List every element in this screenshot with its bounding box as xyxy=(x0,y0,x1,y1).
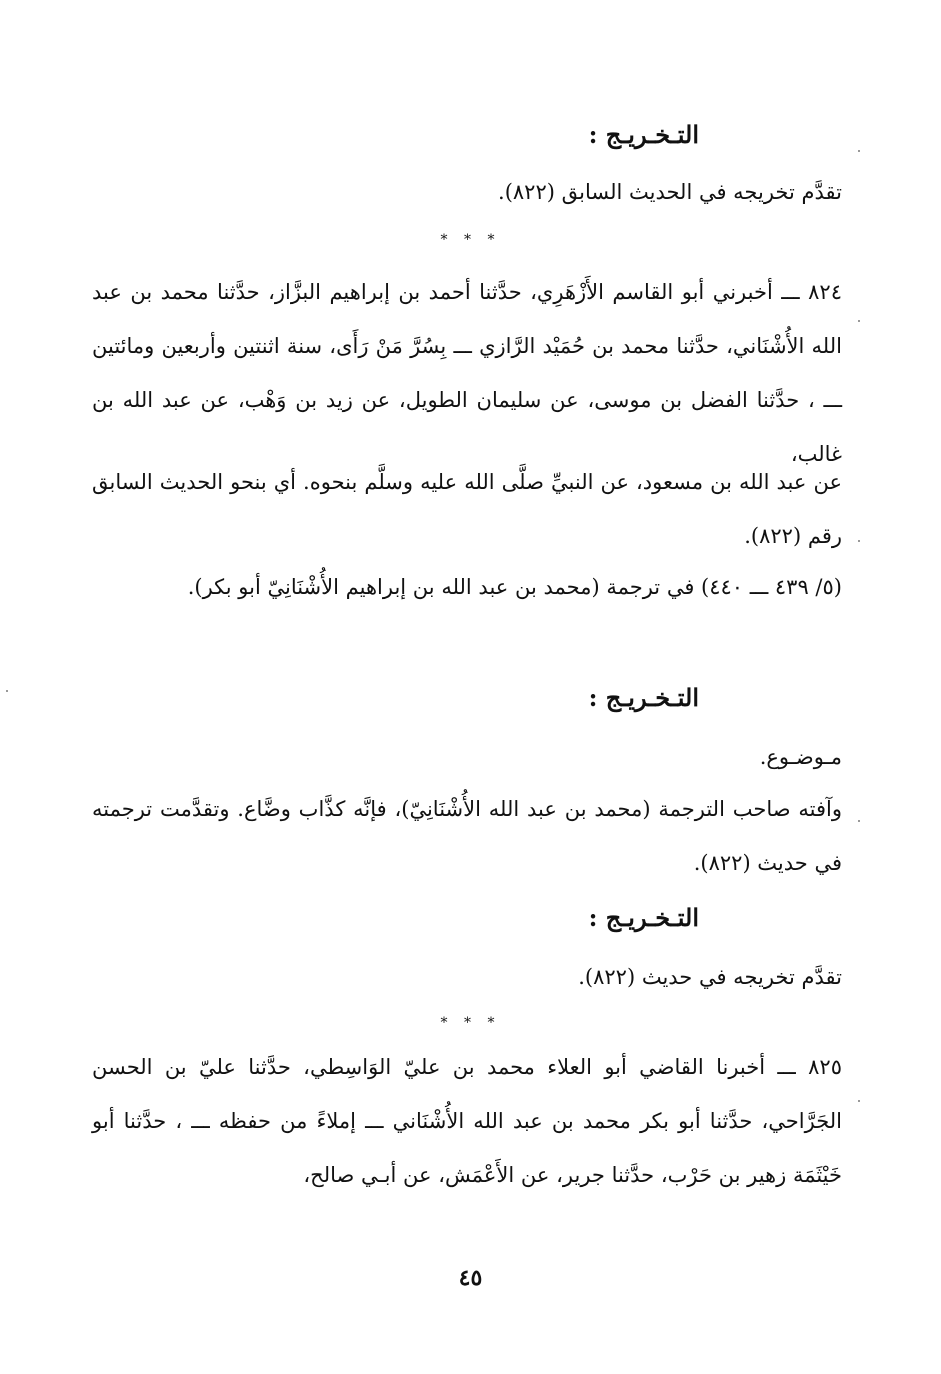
separator-stars-1: * * * xyxy=(440,232,501,248)
separator-stars-2: * * * xyxy=(440,1015,501,1031)
scan-speck xyxy=(6,690,8,692)
scan-speck xyxy=(858,820,860,822)
takhrij-heading-3: التـخـريـج : xyxy=(588,903,699,932)
page-number: ٤٥ xyxy=(458,1265,483,1291)
takhrij-explanation-2: وآفته صاحب الترجمة (محمد بن عبد الله الأُشْنَانِيّ)، فإنَّه كذَّاب وضَّاع. وتقدَّمت ترجمته في حديث (٨٢٢). xyxy=(92,797,842,875)
scan-speck xyxy=(858,1100,860,1102)
scan-speck xyxy=(858,320,860,322)
takhrij-heading-1: التـخـريـج : xyxy=(588,120,699,149)
hadith-824-isnad: ٨٢٤ ـــ أخبرني أبو القاسم الأَزْهَرِي، حدَّثنا أحمد بن إبراهيم البزَّاز، حدَّثنا محمد بن عبد الله الأُشْنَاني، حدَّثنا محمد بن حُمَيْد الرَّازي ـــ بِسُرَّ مَنْ رَأَى، سنة اثنتين وأربعين ومائتين ـــ ، حدَّثنا الفضل بن موسى، عن سليمان الطويل، عن زيد بن وَهْب، عن عبد الله بن غالب، xyxy=(92,280,842,466)
verdict-mawdu: مـوضـوع. xyxy=(759,745,842,769)
takhrij-heading-2: التـخـريـج : xyxy=(588,683,699,712)
takhrij-body-1: تقدَّم تخريجه في الحديث السابق (٨٢٢). xyxy=(498,180,842,204)
hadith-824-reference: (٥/ ٤٣٩ ـــ ٤٤٠) في ترجمة (محمد بن عبد الله بن إبراهيم الأُشْنَانِيّ أبو بكر). xyxy=(187,575,842,599)
hadith-824-matn: عن عبد الله بن مسعود، عن النبيِّ صلَّى الله عليه وسلَّم بنحوه. أي بنحو الحديث السابق رقم (٨٢٢). xyxy=(92,470,842,548)
scan-speck xyxy=(858,540,860,542)
takhrij-body-3: تقدَّم تخريجه في حديث (٨٢٢). xyxy=(578,965,842,989)
hadith-825-isnad: ٨٢٥ ـــ أخبرنا القاضي أبو العلاء محمد بن عليّ الوَاسِطي، حدَّثنا عليّ بن الحسن الجَرَّاحي، حدَّثنا أبو بكر محمد بن عبد الله الأُشْنَاني ـــ إملاءً من حفظه ـــ ، حدَّثنا أبو خَيْثَمَة زهير بن حَرْب، حدَّثنا جرير، عن الأَعْمَش، عن أبـي صالح، xyxy=(92,1055,842,1187)
scan-speck xyxy=(858,150,860,152)
